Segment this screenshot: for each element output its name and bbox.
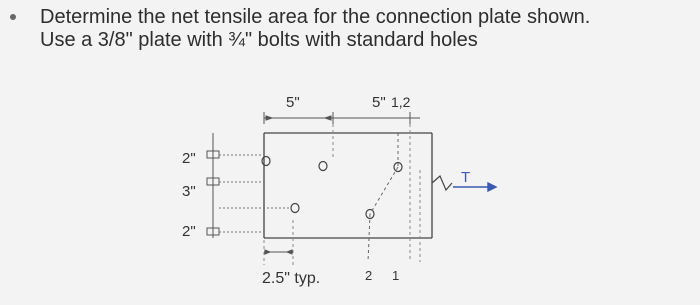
failure-path-lines — [368, 133, 398, 262]
left-dimension-line — [207, 133, 219, 238]
bolt-hole — [262, 157, 270, 166]
force-arrow — [453, 183, 496, 191]
path-label-bottom-2: 2 — [365, 268, 373, 283]
problem-line-2: Use a 3/8" plate with ¾" bolts with standard holes — [40, 29, 478, 51]
top-dim-left-label: 5" — [286, 94, 300, 111]
force-label: T — [461, 169, 471, 186]
top-dim-right-label: 5" — [372, 94, 386, 111]
bolt-hole — [319, 162, 327, 171]
left-dim-label-1: 2" — [182, 150, 196, 167]
plate-outline — [264, 133, 432, 238]
path-label-top: 1,2 — [391, 94, 411, 110]
problem-line-1: Determine the net tensile area for the connection plate shown. — [40, 6, 591, 28]
bolt-hole — [291, 204, 299, 213]
bolt-holes — [262, 157, 402, 219]
left-dim-label-2: 3" — [182, 183, 196, 200]
top-dimension-line — [264, 112, 420, 124]
bottom-dim-label: 2.5" typ. — [262, 270, 321, 287]
hole-extension-lines — [219, 155, 290, 232]
bottom-dimension-line — [264, 250, 293, 254]
path-label-bottom-1: 1 — [392, 268, 400, 283]
vertical-guide-lines — [264, 124, 420, 265]
left-dim-label-3: 2" — [182, 223, 196, 240]
break-line — [432, 176, 452, 190]
